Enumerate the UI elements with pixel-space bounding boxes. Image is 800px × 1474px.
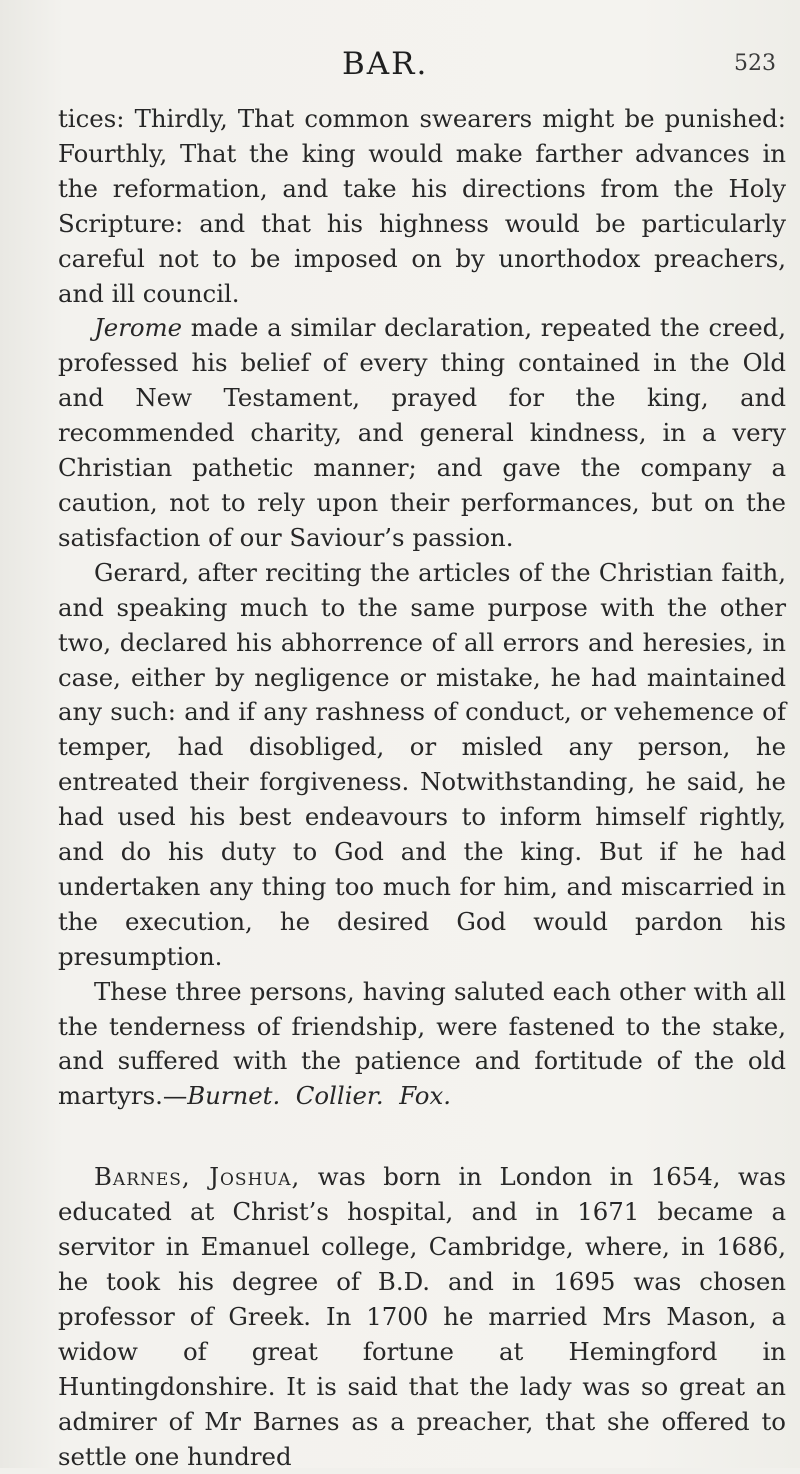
source-fox: Fox. xyxy=(399,1081,451,1111)
paragraph-gerard: Gerard, after reciting the articles of the Christian faith, and speaking much to the same purpose with the other two, declared his abhorrence of all errors and heresies, in case, either by negligence or mistake, he had maintained any such: and if any rashness of conduct, or vehemence of temper, had disobliged, or misled any person, he entreated their forgiveness. Notwithstanding, he said, he had used his best endeavours to inform himself rightly, and do his duty to God and the king. But if he had undertaken any thing too much for him, and miscarried in the execution, he desired God would pardon his presumption. xyxy=(58,557,786,971)
source-burnet: Burnet. xyxy=(187,1081,281,1111)
paragraph-martyrs xyxy=(58,975,786,1115)
page-number: 523 xyxy=(734,51,776,76)
paragraph-jerome-text: made a similar declaration, repeated the creed, professed his belief of every thing contained in the Old and New Testament, prayed for the king, and recommended charity, and general kindness, in a very Christian pathetic manner; and gave the company a caution, not to rely upon their performances, but on the satisfaction of our Saviour’s passion. xyxy=(58,313,786,552)
paragraph-jerome xyxy=(58,311,786,555)
source-collier: Collier. xyxy=(295,1081,384,1111)
entry-barnes-text: was born in London in 1654, was educated at Christ’s hospital, and in 1671 became a servitor in Emanuel college, Cambridge, where, in 1686, he took his degree of B.D. and in 1695 was chosen professor of Greek. In 1700 he married Mrs Mason, a widow of great fortune at Hemingford in Huntingdonshire. It is said that the lady was so great an admirer of Mr Barnes as a preacher, that she offered to settle one hundred xyxy=(58,1162,786,1471)
paragraph-martyrs-text: These three persons, having saluted each other with all the tenderness of friendship, were fastened to the stake, and suffered with the patience and fortitude of the old martyrs.— xyxy=(58,976,786,1111)
entry-barnes xyxy=(58,1160,786,1474)
paragraph-continuation: tices: Thirdly, That common swearers might be punished: Fourthly, That the king would make farther advances in the reformation, and take his directions from the Holy Scripture: and that his highness would be particularly careful not to be imposed on by unorthodox preachers, and ill council. xyxy=(58,104,786,308)
body-text xyxy=(58,102,786,1474)
name-jerome: Jerome xyxy=(94,313,183,343)
entry-heading-barnes: Barnes, Joshua, xyxy=(94,1162,301,1192)
running-head: BAR. xyxy=(342,46,429,82)
page-header xyxy=(0,46,800,82)
